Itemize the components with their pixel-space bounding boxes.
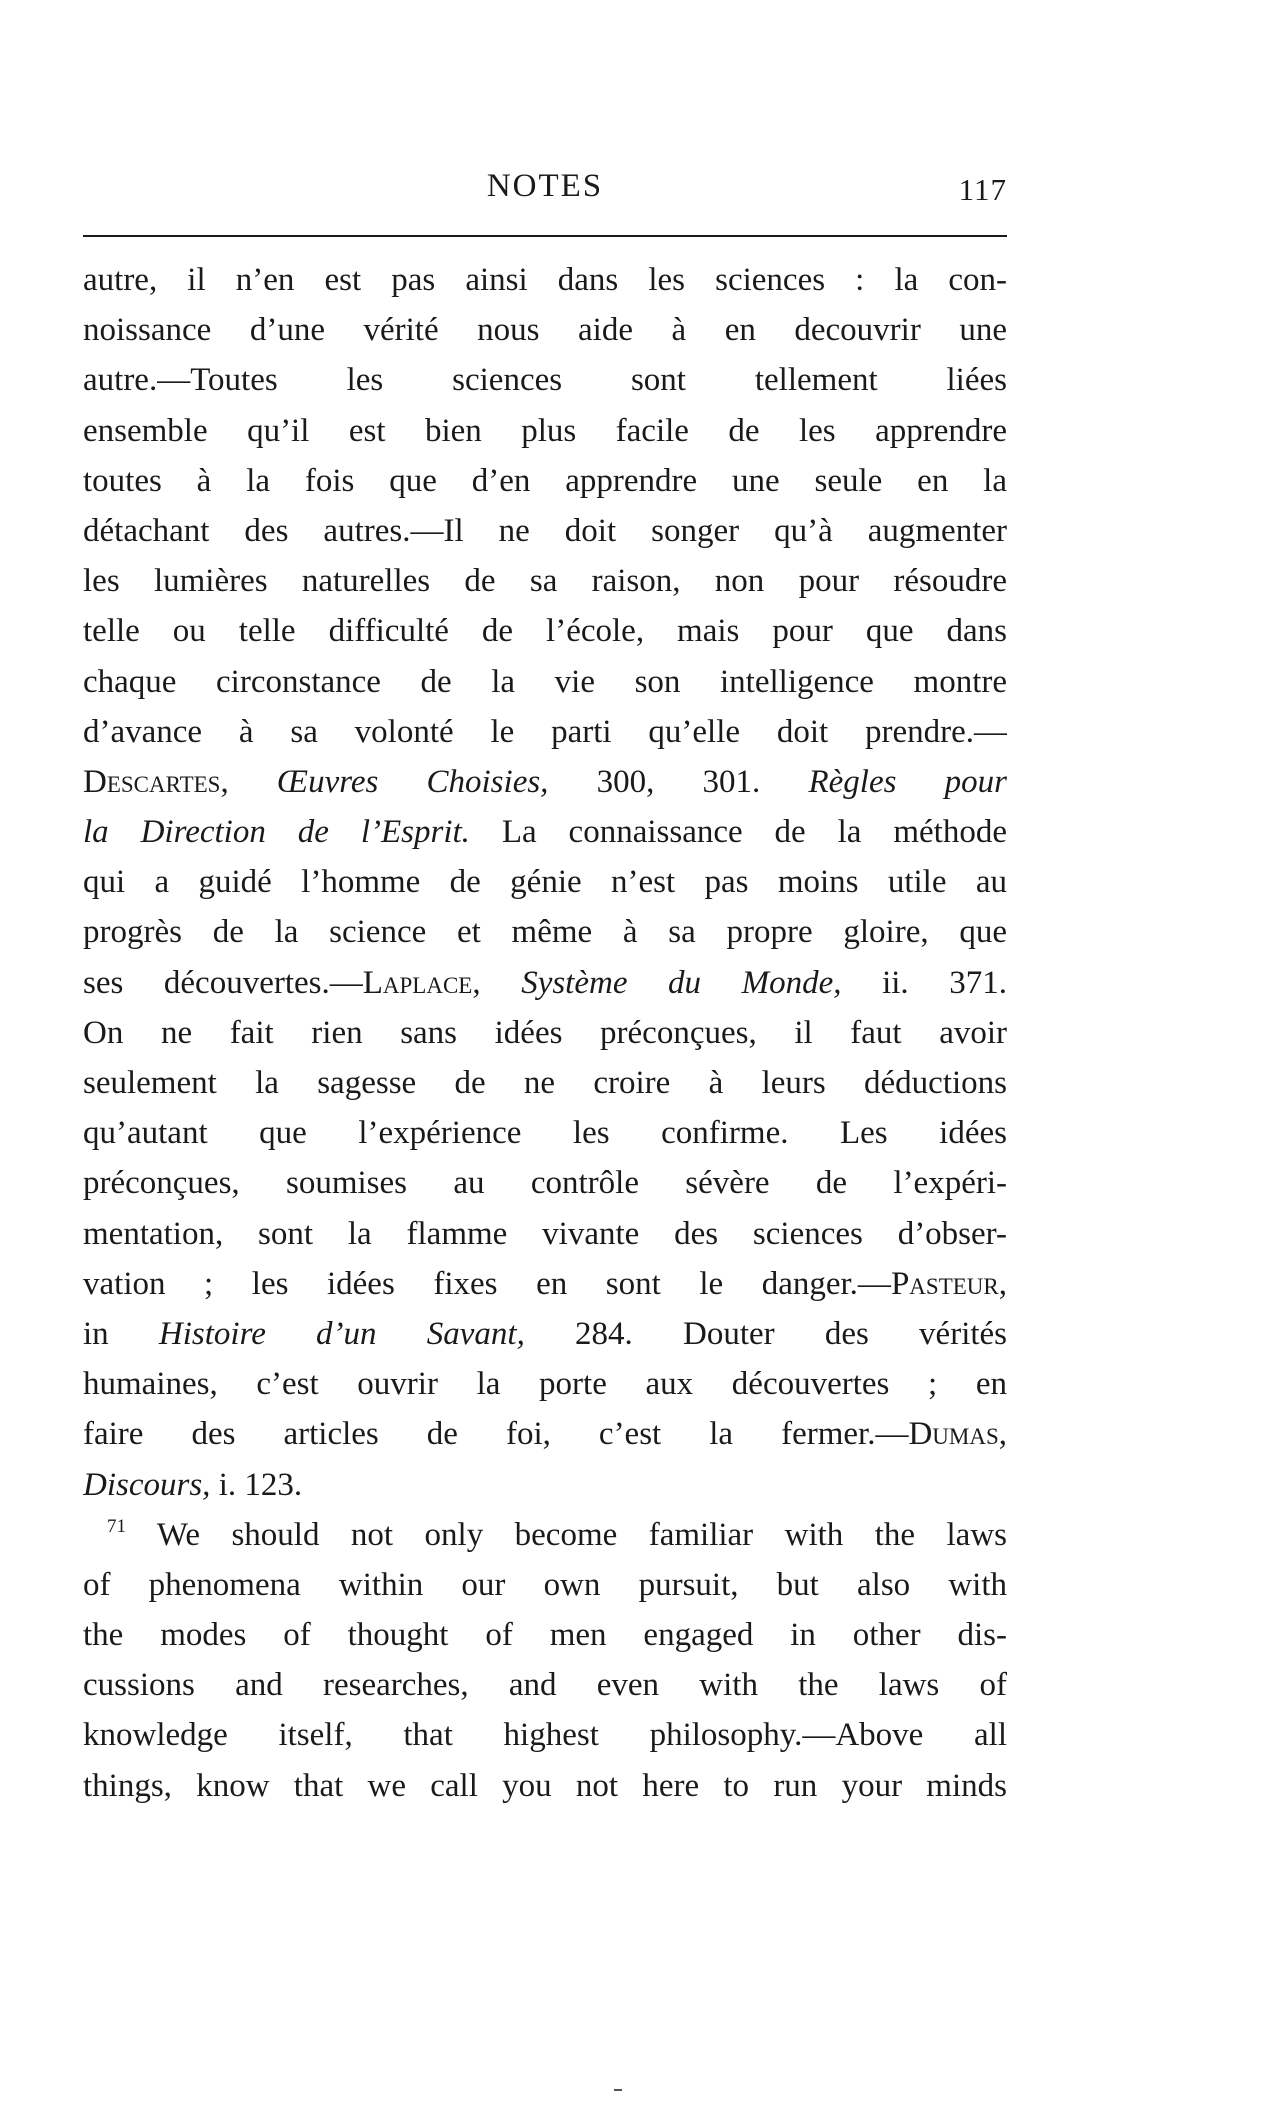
body-text (83, 255, 1007, 1811)
text-line: ensemble qu’il est bien plus facile de les apprendre (83, 412, 1007, 449)
text-segment: , (998, 1416, 1007, 1453)
note-number: 71 (107, 1515, 126, 1537)
text-segment: , (472, 964, 522, 1001)
text-segment: We should not only become familiar with the laws (126, 1516, 1007, 1553)
text-segment: ii. 371. (841, 964, 1007, 1001)
text-segment: faire des articles de foi, c’est la fermer.— (83, 1416, 909, 1453)
text-line: humaines, c’est ouvrir la porte aux découvertes ; en (83, 1366, 1007, 1403)
text-segment: , (998, 1265, 1007, 1302)
text-segment: ses découvertes.— (83, 964, 363, 1001)
work-title: Histoire d’un Savant, (158, 1315, 525, 1352)
text-line: cussions and researches, and even with the laws of (83, 1667, 1007, 1704)
work-title: Système du Monde, (521, 964, 842, 1001)
author-name: Descartes (83, 763, 221, 800)
text-line (83, 1460, 1007, 1510)
text-line: knowledge itself, that highest philosophy.—Above all (83, 1717, 1007, 1754)
text-line: autre, il n’en est pas ainsi dans les sciences : la con- (83, 262, 1007, 298)
text-line: things, know that we call you not here to run your minds (83, 1767, 1007, 1804)
text-segment: La connaissance de la méthode (469, 814, 1007, 851)
running-title: NOTES (486, 168, 604, 204)
text-line: the modes of thought of men engaged in other dis- (83, 1617, 1007, 1654)
running-header (83, 168, 1007, 212)
text-line (83, 1510, 1007, 1560)
text-line: On ne fait rien sans idées préconçues, il faut avoir (83, 1014, 1007, 1051)
text-line (83, 1259, 1007, 1309)
text-segment: , (220, 763, 277, 800)
author-name: Laplace (362, 964, 473, 1001)
text-line: telle ou telle difficulté de l’école, mais pour que dans (83, 613, 1007, 650)
text-line: détachant des autres.—Il ne doit songer qu’à augmenter (83, 512, 1007, 549)
text-line (83, 757, 1007, 807)
work-title: Discours, (83, 1466, 211, 1503)
work-title: Œuvres Choisies, (276, 763, 549, 800)
text-line: qu’autant que l’expérience les confirme. Les idées (83, 1115, 1007, 1152)
text-line (83, 1409, 1007, 1459)
page-number: 117 (958, 172, 1007, 207)
text-line (83, 958, 1007, 1008)
text-line: préconçues, soumises au contrôle sévère de l’expéri- (83, 1165, 1007, 1202)
text-line: mentation, sont la flamme vivante des sciences d’obser- (83, 1215, 1007, 1252)
work-title: la Direction de l’Esprit. (83, 814, 470, 851)
text-line: d’avance à sa volonté le parti qu’elle doit prendre.— (83, 713, 1007, 750)
text-line: noissance d’une vérité nous aide à en decouvrir une (83, 312, 1007, 349)
text-line: les lumières naturelles de sa raison, non pour résoudre (83, 563, 1007, 600)
text-line (83, 807, 1007, 857)
author-name: Pasteur (890, 1265, 999, 1302)
text-segment: i. 123. (210, 1466, 303, 1503)
text-line: autre.—Toutes les sciences sont tellement liées (83, 362, 1007, 399)
printer-mark (614, 2089, 622, 2091)
text-line: qui a guidé l’homme de génie n’est pas moins utile au (83, 864, 1007, 901)
text-line: progrès de la science et même à sa propre gloire, que (83, 914, 1007, 951)
text-line: chaque circonstance de la vie son intelligence montre (83, 663, 1007, 700)
text-segment: vation ; les idées fixes en sont le danger.— (83, 1265, 891, 1302)
text-segment: in (83, 1315, 159, 1352)
text-line: of phenomena within our own pursuit, but also with (83, 1566, 1007, 1603)
work-title: Règles pour (808, 763, 1007, 800)
text-segment: 284. Douter des vérités (524, 1315, 1007, 1352)
text-line: toutes à la fois que d’en apprendre une seule en la (83, 462, 1007, 499)
text-segment: 300, 301. (548, 763, 809, 800)
text-line: seulement la sagesse de ne croire à leurs déductions (83, 1065, 1007, 1101)
header-rule (83, 235, 1007, 237)
author-name: Dumas (908, 1416, 999, 1453)
text-line (83, 1309, 1007, 1359)
